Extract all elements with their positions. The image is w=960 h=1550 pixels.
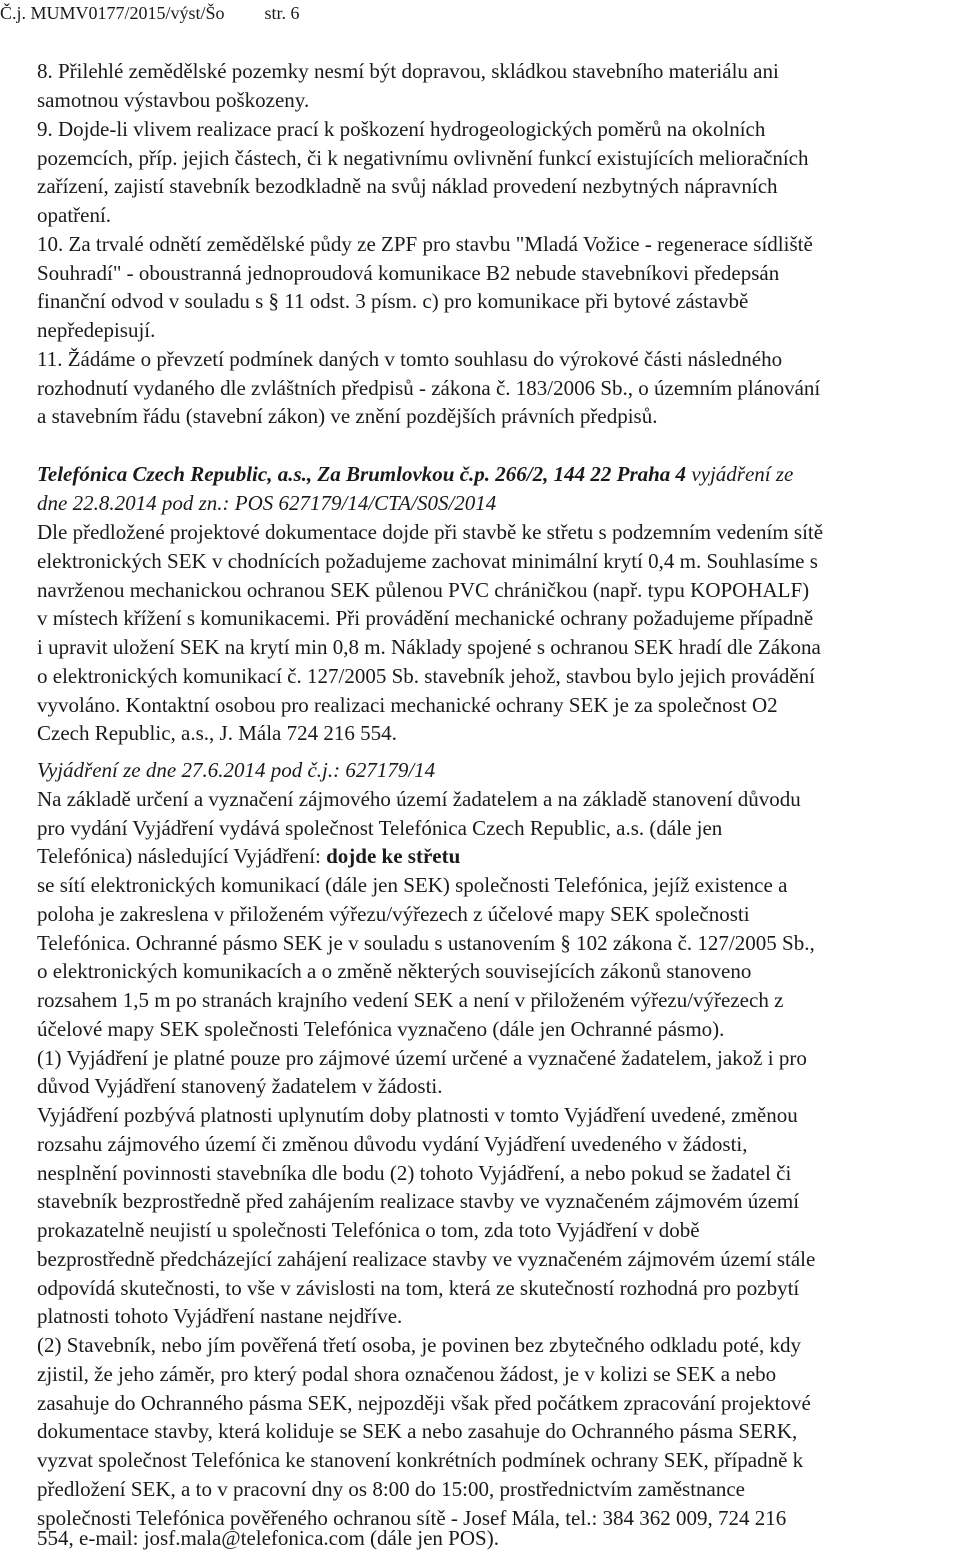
text-line: poloha je zakreslena v přiloženém výřezu/výřezech z účelové mapy SEK společnosti bbox=[37, 902, 750, 926]
text-line: vyvoláno. Kontaktní osobou pro realizaci mechanické ochrany SEK je za společnost O2 bbox=[37, 693, 778, 717]
text-line: pro vydání Vyjádření vydává společnost Telefónica Czech Republic, a.s. (dále jen bbox=[37, 816, 723, 840]
text-line: elektronických SEK v chodnících požadujeme zachovat minimální krytí 0,4 m. Souhlasíme s bbox=[37, 549, 818, 573]
company-address: Telefónica Czech Republic, a.s., Za Brumlovkou č.p. 266/2, 144 22 Praha 4 bbox=[37, 462, 687, 486]
text-line: opatření. bbox=[37, 203, 112, 227]
text-line: (2) Stavebník, nebo jím pověřená třetí osoba, je povinen bez zbytečného odkladu poté, kdy bbox=[37, 1333, 801, 1357]
text-line: 9. Dojde-li vlivem realizace prací k poškození hydrogeologických poměrů na okolních bbox=[37, 117, 766, 141]
text-line: Na základě určení a vyznačení zájmového území žadatelem a na základě stanovení důvodu bbox=[37, 787, 801, 811]
text-line: odpovídá skutečnosti, to vše v závislosti na tom, která ze skutečností rozhodná pro pozbytí bbox=[37, 1276, 800, 1300]
text-line: 11. Žádáme o převzetí podmínek daných v tomto souhlasu do výrokové části následného bbox=[37, 347, 783, 371]
text-line: se sítí elektronických komunikací (dále jen SEK) společnosti Telefónica, jejíž existence a bbox=[37, 873, 788, 897]
text-line: i upravit uložení SEK na krytí min 0,8 m. Náklady spojené s ochranou SEK hradí dle Zákona bbox=[37, 635, 821, 659]
text-line: Vyjádření pozbývá platnosti uplynutím doby platnosti v tomto Vyjádření uvedené, změnou bbox=[37, 1103, 798, 1127]
text-line: stavebník bezprostředně před zahájením realizace stavby ve vyznačeném zájmovém území bbox=[37, 1189, 800, 1213]
reference-number: Č.j. MUMV0177/2015/výst/Šo bbox=[0, 3, 225, 23]
text-line: 8. Přilehlé zemědělské pozemky nesmí být dopravou, skládkou stavebního materiálu ani bbox=[37, 59, 779, 83]
conflict-line bbox=[37, 842, 460, 871]
text-line: Czech Republic, a.s., J. Mála 724 216 554. bbox=[37, 721, 397, 745]
text-line: rozhodnutí vydaného dle zvláštních předpisů - zákona č. 183/2006 Sb., o územním plánování bbox=[37, 376, 821, 400]
text-line: a stavebním řádu (stavební zákon) ve znění pozdějších právních předpisů. bbox=[37, 404, 658, 428]
text-line: Telefónica. Ochranné pásmo SEK je v souladu s ustanovením § 102 zákona č. 127/2005 Sb., bbox=[37, 931, 815, 955]
conflict-result: dojde ke střetu bbox=[326, 844, 461, 868]
text-line: o elektronických komunikacích a o změně některých souvisejících zákonů stanoveno bbox=[37, 959, 752, 983]
conflict-prefix: Telefónica) následující Vyjádření: bbox=[37, 844, 327, 868]
text-line: v místech křížení s komunikacemi. Při provádění mechanické ochrany požadujeme případně bbox=[37, 606, 814, 630]
text-line: zařízení, zajistí stavebník bezodkladně na svůj náklad provedení nezbytných nápravních bbox=[37, 174, 778, 198]
text-line: rozsahem 1,5 m po stranách krajního vedení SEK a není v přiloženém výřezu/výřezech z bbox=[37, 988, 784, 1012]
statement-date: dne 22.8.2014 bbox=[37, 491, 157, 515]
text-line: důvod Vyjádření stanovený žadatelem v žádosti. bbox=[37, 1074, 443, 1098]
text-line: 10. Za trvalé odnětí zemědělské půdy ze ZPF pro stavbu "Mladá Vožice - regenerace sídliště bbox=[37, 232, 813, 256]
page-number: str. 6 bbox=[264, 3, 300, 23]
text-line: vyzvat společnost Telefónica ke stanovení konkrétních podmínek ochrany SEK, případně k bbox=[37, 1448, 804, 1472]
text-line: samotnou výstavbou poškozeny. bbox=[37, 88, 310, 112]
telefonica-reference bbox=[37, 489, 496, 518]
text-line: (1) Vyjádření je platné pouze pro zájmové území určené a vyznačené žadatelem, jakož i pro bbox=[37, 1046, 807, 1070]
text-line: zasahuje do Ochranného pásma SEK, nejpozději však před počátkem zpracování projektové bbox=[37, 1391, 811, 1415]
text-line: účelové mapy SEK společnosti Telefónica vyznačeno (dále jen Ochranné pásmo). bbox=[37, 1017, 725, 1041]
page-header bbox=[0, 2, 300, 24]
text-line: o elektronických komunikací č. 127/2005 Sb. stavebník jehož, stavbou bylo jejich provádění bbox=[37, 664, 815, 688]
statement-line: Vyjádření ze dne 27.6.2014 pod č.j.: 627179/14 bbox=[37, 758, 436, 782]
text-line: prokazatelně neujistí u společnosti Telefónica o tom, zda toto Vyjádření v době bbox=[37, 1218, 700, 1242]
text-line: dokumentace stavby, která koliduje se SEK a nebo zasahuje do Ochranného pásma SERK, bbox=[37, 1419, 798, 1443]
text-line: zjistil, že jeho záměr, pro který podal shora označenou žádost, je v kolizi se SEK a nebo bbox=[37, 1362, 777, 1386]
text-line: bezprostředně předcházející zahájení realizace stavby ve vyznačeném zájmovém území stále bbox=[37, 1247, 816, 1271]
text-line: nesplnění povinnosti stavebníka dle bodu (2) tohoto Vyjádření, a nebo pokud se žadatel či bbox=[37, 1161, 792, 1185]
text-line: platnosti tohoto Vyjádření nastane nejdříve. bbox=[37, 1304, 403, 1328]
telefonica-heading bbox=[37, 460, 793, 489]
reference-label: pod zn. bbox=[161, 491, 223, 515]
text-line: společnosti Telefónica pověřeného ochranou sítě - Josef Mála, tel.: 384 362 009, 724 216 bbox=[37, 1506, 787, 1530]
text-line: předložení SEK, a to v pracovní dny os 8:00 do 15:00, prostřednictvím zaměstnance bbox=[37, 1477, 746, 1501]
text-line: Souhradí" - oboustranná jednoproudová komunikace B2 nebude stavebníkovi předepsán bbox=[37, 261, 780, 285]
text-line: finanční odvod v souladu s § 11 odst. 3 písm. c) pro komunikace při bytové zástavbě bbox=[37, 289, 749, 313]
text-line: Dle předložené projektové dokumentace dojde při stavbě ke střetu s podzemním vedením sítě bbox=[37, 520, 824, 544]
text-line: navrženou mechanickou ochranou SEK půlenou PVC chráničkou (např. typu KOPOHALF) bbox=[37, 578, 810, 602]
text-line: rozsahu zájmového území či změnou důvodu vydání Vyjádření uvedeného v žádosti, bbox=[37, 1132, 748, 1156]
text-line: nepředepisují. bbox=[37, 318, 156, 342]
statement-label: vyjádření ze bbox=[691, 462, 794, 486]
text-line: 554, e-mail: josf.mala@telefonica.com (dále jen POS). bbox=[37, 1526, 499, 1550]
text-line: pozemcích, příp. jejich částech, či k negativnímu ovlivnění funkcí existujících melioračních bbox=[37, 146, 809, 170]
reference-code: : POS 627179/14/CTA/S0S/2014 bbox=[222, 491, 497, 515]
